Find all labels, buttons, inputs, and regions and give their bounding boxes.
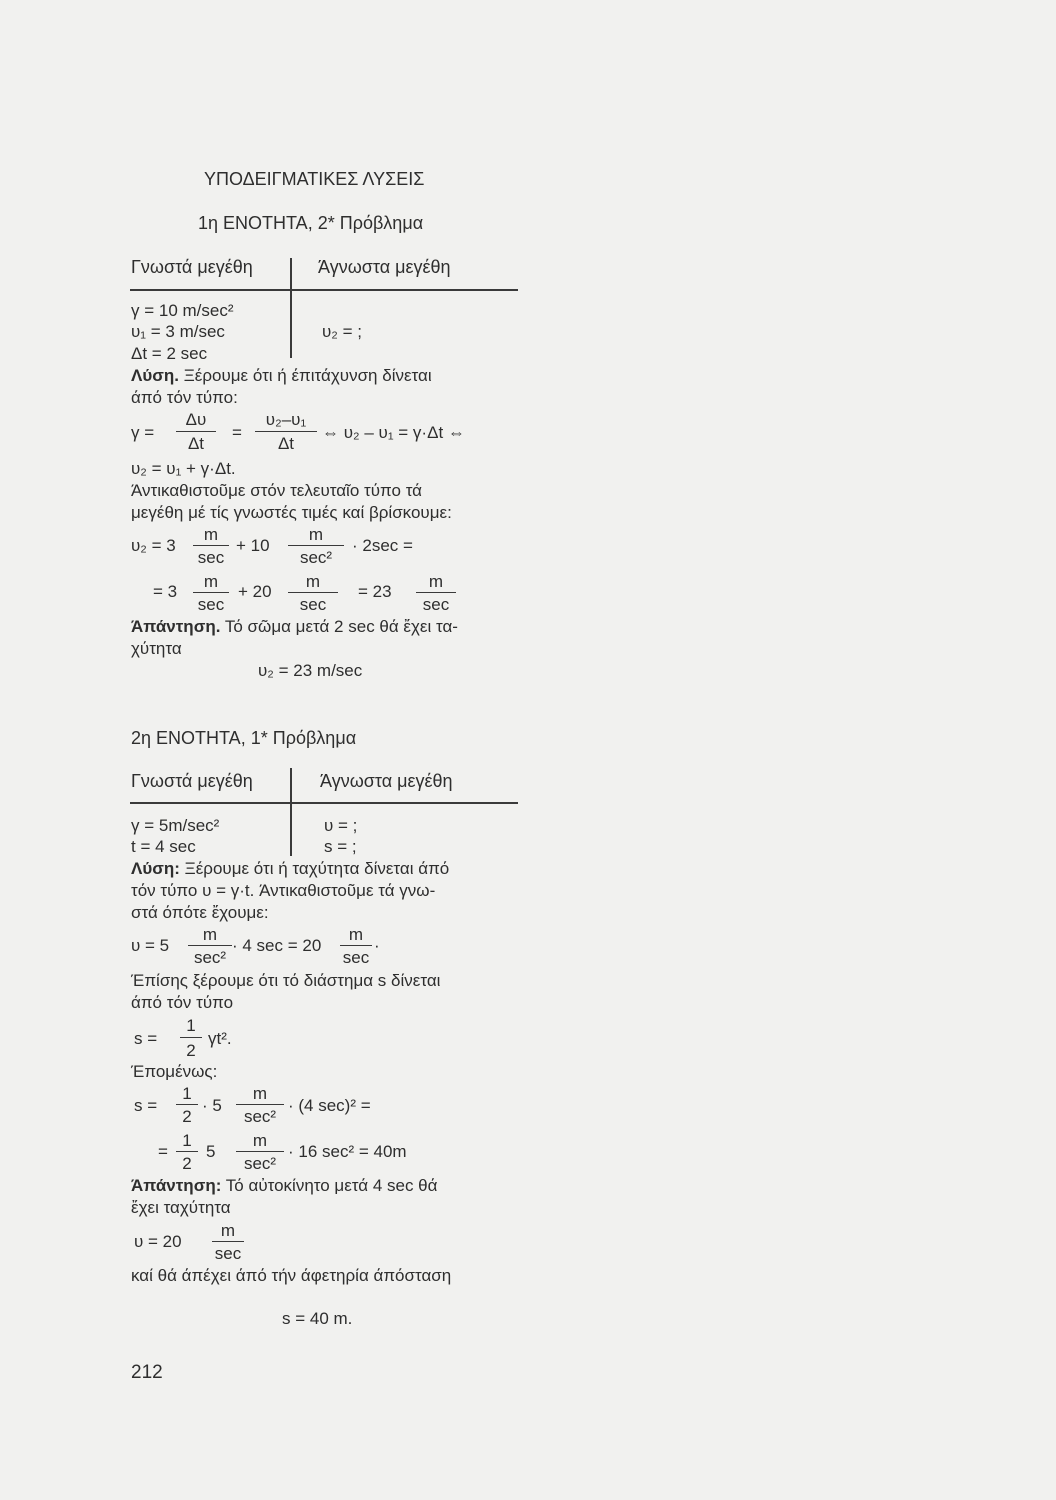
s1-l2-c: = 23 [358,582,392,601]
s1-known-dt: Δt = 2 sec [131,344,208,363]
s2-fs-d: 2 [186,1041,196,1060]
s1-l1-sec1: sec [197,548,225,567]
s2-fs-a: s = [134,1029,158,1048]
s2-fs-b: γt². [208,1029,232,1048]
s1-l2-m1: m [203,572,219,591]
s2-answer-label: Άπάντηση: [131,1176,222,1195]
s1-f1-num2: υ₂–υ₁ [265,410,307,429]
s1-l1-m2: m [308,525,324,544]
s2-unknown-header: Άγνωστα μεγέθη [320,771,453,791]
s1-f2: υ₂ = υ₁ + γ·Δt. [131,459,236,478]
s1-l2-b: + 20 [238,582,272,601]
s1-l1-sec2: sec² [299,548,333,567]
s2-l2-m: m [252,1084,268,1103]
s2-l2-b: · 5 [202,1096,222,1115]
s1-solution-label: Λύση. [131,366,179,385]
s1-unknown-u2: υ₂ = ; [322,322,362,341]
section1-heading: 1η ΕΝΟΤΗΤΑ, 2* Πρόβλημα [198,213,424,233]
s1-l1-b: + 10 [236,536,270,555]
s1-l2-a: = 3 [153,582,178,601]
s2-ans-v-a: υ = 20 [134,1232,182,1251]
s1-known-u1: υ₁ = 3 m/sec [131,322,225,341]
s2-solution-label: Λύση: [131,859,180,878]
s1-f1-du: Δυ [185,410,207,429]
s1-unknown-header: Άγνωστα μεγέθη [318,257,451,277]
s1-known-gamma: γ = 10 m/sec² [131,301,234,320]
s2-l2-n: 1 [182,1084,192,1103]
s1-f1-rest: ⇔ υ₂ – υ₁ = γ·Δt ⇔ [322,423,465,442]
s2-l1-a: υ = 5 [131,936,170,955]
s2-l1-m2: m [348,925,364,944]
s2-answer-line2: ἔχει ταχύτητα [131,1198,231,1217]
s1-f1-eq: = [232,423,242,442]
s2-para2: άπό τόν τύπο [131,993,234,1012]
s2-answer-text: Τό αὐτοκίνητο μετά 4 sec θά [221,1176,438,1195]
s1-l1-c: · 2sec = [352,536,413,555]
s1-f1-dt: Δt [187,434,205,453]
s2-l1-sec1: sec² [193,948,227,967]
s2-para1: Έπίσης ξέρουμε ότι τό διάστημα s δίνεται [131,971,441,990]
s1-solution-line2: άπό τόν τύπο: [131,388,238,407]
s2-unknown-s: s = ; [324,837,357,856]
s1-l2-m2: m [305,572,321,591]
s2-solution-line2: τόν τύπο υ = γ·t. Άντικαθιστοῦμε τά γνω- [131,881,436,900]
s2-ans-v-sec: sec [214,1244,242,1263]
s2-answer-line3: καί θά άπέχει άπό τήν άφετηρία άπόσταση [131,1266,452,1285]
page-title: ΥΠΟΔΕΙΓΜΑΤΙΚΕΣ ΛΥΣΕΙΣ [204,169,425,189]
section2-heading: 2η ΕΝΟΤΗΤΑ, 1* Πρόβλημα [131,728,357,748]
s2-l3-m: m [252,1131,268,1150]
s2-l2-sec: sec² [243,1107,277,1126]
s1-answer-text: Τό σῶμα μετά 2 sec θά ἔχει τα- [220,617,458,636]
s2-fs-bar [180,1037,202,1038]
page-number: 212 [131,1362,163,1383]
s1-l2-sec2: sec [299,595,327,614]
s2-table-horizontal-rule [130,802,518,804]
s1-l2-sec1: sec [197,595,225,614]
s1-solution-text: Ξέρουμε ότι ή έπιτάχυνση δίνεται [178,366,432,385]
s1-answer-line2: χύτητα [131,639,182,658]
s2-ans-v-m: m [220,1221,236,1240]
s2-table-vertical-rule [290,768,292,856]
s2-l3-c: · 16 sec² = 40m [288,1142,407,1161]
s2-answer-final: s = 40 m. [282,1309,353,1328]
s1-answer-line1 [131,616,458,638]
s2-solution-line1 [131,858,449,880]
s1-f1-den2: Δt [277,434,295,453]
s2-l2-c: · (4 sec)² = [288,1096,371,1115]
s2-next: Έπομένως: [131,1062,218,1081]
s2-known-header: Γνωστά μεγέθη [131,771,253,791]
s2-unknown-u: υ = ; [324,816,358,835]
s2-l3-d: 2 [182,1154,192,1173]
s1-table-horizontal-rule [130,289,518,291]
s1-l1-m1: m [203,525,219,544]
s2-l3-sec: sec² [243,1154,277,1173]
s1-known-header: Γνωστά μεγέθη [131,257,253,277]
s2-l3-b: 5 [206,1142,216,1161]
s1-answer-final: υ₂ = 23 m/sec [258,661,363,680]
s2-l2-a: s = [134,1096,158,1115]
s2-known-gamma: γ = 5m/sec² [131,816,220,835]
s1-para2: μεγέθη μέ τίς γνωστές τιμές καί βρίσκουμε: [131,503,452,522]
s2-l3-n: 1 [182,1131,192,1150]
s2-answer-line1 [131,1175,437,1197]
s2-l1-c: · [374,936,380,955]
s2-solution-line3: στά όπότε ἔχουμε: [131,903,269,922]
s1-l2-m3: m [428,572,444,591]
s2-solution-text: Ξέρουμε ότι ή ταχύτητα δίνεται άπό [179,859,450,878]
s2-l1-sec2: sec [342,948,370,967]
s1-para1: Άντικαθιστοῦμε στόν τελευταῖο τύπο τά [131,481,422,500]
s1-solution-line1 [131,365,432,387]
s2-known-t: t = 4 sec [131,837,196,856]
s1-table-vertical-rule [290,258,292,358]
s1-f1-gamma: γ = [131,423,155,442]
s2-l2-d: 2 [182,1107,192,1126]
s2-fs-n: 1 [186,1016,196,1035]
s2-l1-b: · 4 sec = 20 [232,936,322,955]
s1-l2-sec3: sec [422,595,450,614]
s1-answer-label: Άπάντηση. [131,617,221,636]
s2-l1-m1: m [202,925,218,944]
s1-l1-a: υ₂ = 3 [131,536,176,555]
s2-l3-a: = [158,1142,168,1161]
